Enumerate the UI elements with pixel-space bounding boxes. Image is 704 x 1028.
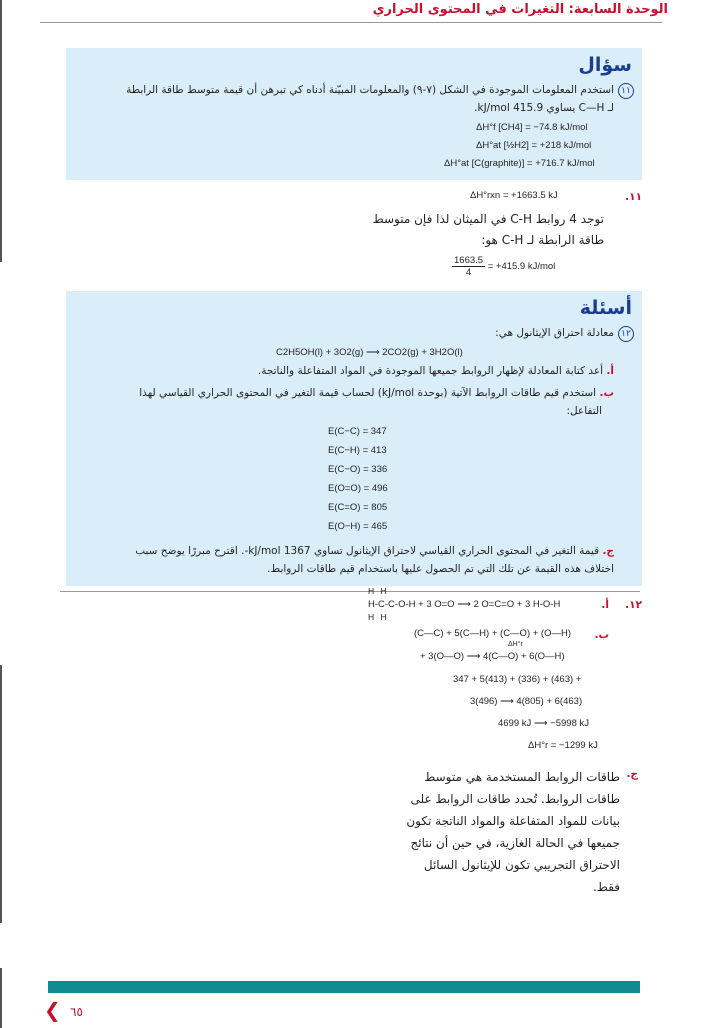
question-text-2: لـ C—H يساوي 415.9 kJ/mol. <box>474 102 614 114</box>
calc-line: 347 + 5(413) + (336) + (463) + <box>453 674 582 685</box>
part-c: ج. قيمة التغير في المحتوى الحراري القياسي لاحتراق الإيثانول تساوي 1367 kJ/mol-. اقترح مبررًا يوضح سبب <box>135 545 614 557</box>
bond-energy: E(C=O) = 805 <box>328 502 388 513</box>
page-edge-line <box>0 665 2 923</box>
answer-number: ١١. <box>625 191 642 203</box>
header-divider <box>40 22 662 23</box>
calc-result: ΔH°r = −1299 kJ <box>528 740 598 751</box>
page-number: ٦٥ <box>70 1005 83 1019</box>
calc-line: 4699 kJ ⟶ −5998 kJ <box>498 718 589 729</box>
unit-header: الوحدة السابعة: التغيرات في المحتوى الحراري <box>372 2 668 17</box>
questions-box <box>66 291 642 586</box>
bond-energy: E(C−H) = 413 <box>328 445 387 456</box>
bond-energy: E(C−C) = 347 <box>328 426 387 437</box>
question-box <box>66 48 642 180</box>
part-label: أ. <box>601 599 609 611</box>
combustion-equation: C2H5OH(l) + 3O2(g) ⟶ 2CO2(g) + 3H2O(l) <box>276 347 463 358</box>
part-label: ج. <box>626 768 638 780</box>
bond-energy: E(O−H) = 465 <box>328 521 388 532</box>
box-title: أسئلة <box>579 297 632 319</box>
answer-c-text: طاقات الروابط المستخدمة هي متوسط طاقات الروابط. تُحدد طاقات الروابط على بيانات للمواد المتفاعلة والمواد الناتجة تكون جميعها في الحالة الغازية، في حين أن نتائج الاحتراق التجريبي تكون للإيثانول السائل فقط. <box>406 770 620 894</box>
page-edge-line <box>0 0 2 262</box>
part-a: أ. أعد كتابة المعادلة لإظهار الروابط جميعها الموجودة في المواد المتفاعلة والناتجة. <box>257 365 614 377</box>
question-intro: ١٢معادلة احتراق الإيثانول هي: <box>74 325 634 342</box>
answer-line: ΔH°rxn = +1663.5 kJ <box>470 190 558 201</box>
box-title: سؤال <box>578 54 632 76</box>
part-b-2: التفاعل: <box>566 405 602 417</box>
part-c-2: اختلاف هذه القيمة عن تلك التي تم الحصول عليها باستخدام قيم طاقات الروابط. <box>267 563 614 575</box>
calc-line: 3(496) ⟶ 4(805) + 6(463) <box>470 696 583 707</box>
structure-top: H H <box>368 586 389 596</box>
question-number: ١٢ <box>618 326 634 342</box>
equation-2: ΔH°at [½H2] = +218 kJ/mol <box>476 140 592 151</box>
page-edge-line <box>0 968 2 1028</box>
calc-line: + 3(O—O) ⟶ 4(C—O) + 6(O—H) <box>420 651 565 662</box>
chevron-left-icon[interactable]: ❮ <box>44 998 61 1022</box>
bond-energy: E(O=O) = 496 <box>328 483 388 494</box>
question-text: ١١استخدم المعلومات الموجودة في الشكل (٧-٩) والمعلومات المبيّنة أدناه كي تبرهن أن قيمة متوسط طاقة الرابطة <box>74 82 634 99</box>
answer-text: توجد 4 روابط C-H في الميثان لذا فإن متوسط <box>372 212 604 226</box>
structure-formula: H-C-C-O-H + 3 O=O ⟶ 2 O=C=O + 3 H-O-H <box>368 599 561 610</box>
question-number: ١١ <box>618 83 634 99</box>
equation-3: ΔH°at [C(graphite)] = +716.7 kJ/mol <box>444 158 595 169</box>
part-label: ب. <box>594 629 609 641</box>
answer-text-2: طاقة الرابطة لـ C-H هو: <box>481 233 604 247</box>
arrow-label: ΔH°r <box>508 641 523 648</box>
bond-energy: E(C−O) = 336 <box>328 464 388 475</box>
footer-bar <box>48 981 640 993</box>
answer-fraction: $\frac{1663.5}{4}$ = +415.9 kJ/mol <box>454 255 556 278</box>
calc-line: (C—C) + 5(C—H) + (C—O) + (O—H) <box>414 628 572 639</box>
section-divider <box>60 591 640 592</box>
part-b: ب. استخدم قيم طاقات الروابط الآتية (بوحدة kJ/mol) لحساب قيمة التغير في المحتوى الحراري القياسي لهذا <box>139 387 614 399</box>
answer-number: ١٢. <box>625 599 642 611</box>
structure-bottom: H H <box>368 612 389 622</box>
equation-1: ΔH°f [CH4] = −74.8 kJ/mol <box>476 122 588 133</box>
